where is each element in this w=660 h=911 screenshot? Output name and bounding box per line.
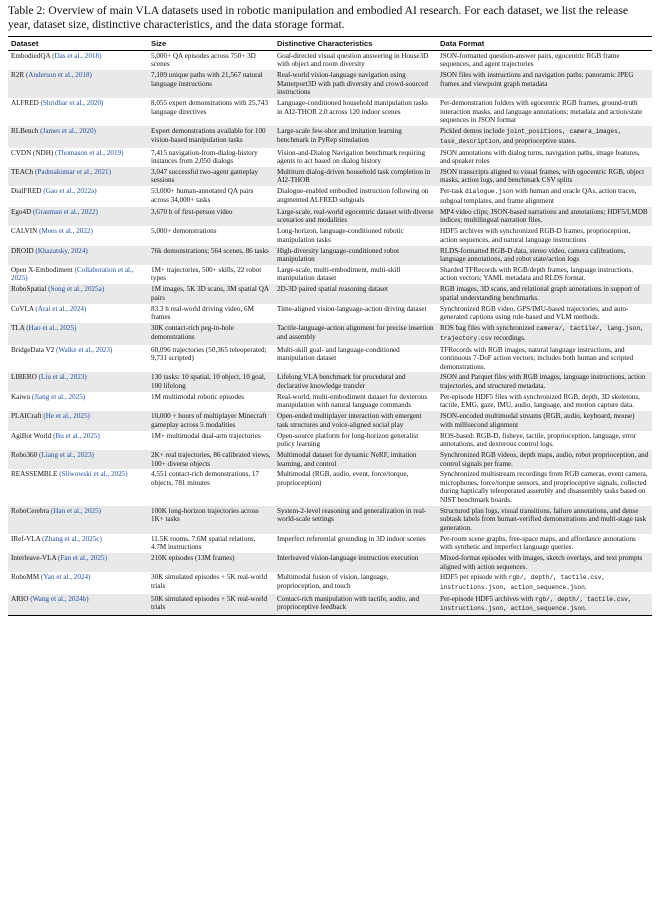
- format-cell: Synchronized RGB video, GPS/IMU-based trajectories, and auto-generated captions using rule-based and VLM methods.: [440, 304, 629, 322]
- characteristics-cell: Contact-rich manipulation with tactile, audio, and proprioceptive feedback: [274, 594, 437, 616]
- table-header: [8, 37, 652, 51]
- dataset-name: IRef-VLA: [11, 534, 41, 543]
- dataset-citation: (Sliwowski et al., 2025): [59, 470, 128, 479]
- dataset-citation: (James et al., 2020): [40, 127, 96, 136]
- table-row: [8, 431, 652, 450]
- format-cell: Per-room scene graphs, free-space maps, and affordance annotations with synthetic and imperfect language queries.: [440, 534, 636, 552]
- size-cell: 5,000+ QA episodes across 750+ 3D scenes: [151, 52, 256, 69]
- format-code: camera/, tactile/, lang.json, trajectory.csv: [440, 325, 644, 342]
- format-cell: Synchronized RGB videos, depth maps, audio, robot proprioception, and control signals per frame.: [437, 450, 652, 469]
- dataset-citation: (Liang et al., 2023): [38, 451, 94, 460]
- characteristics-cell: Multimodal fusion of vision, language, proprioception, and touch: [277, 573, 389, 590]
- dataset-citation: (Zhang et al., 2025c): [42, 534, 102, 543]
- dataset-cell: [8, 226, 148, 245]
- dataset-cell: [8, 51, 148, 71]
- dataset-cell: [8, 207, 148, 226]
- format-cell: JSON-formatted question-answer pairs, egocentric RGB frame sequences, and agent trajectories: [440, 52, 620, 69]
- size-cell: 60,096 trajectories (50,365 teleoperated; 9,731 scripted): [151, 345, 267, 363]
- dataset-name: BridgeData V2: [11, 345, 55, 354]
- format-code: rgb/, depth/, tactile.csv, instructions.json, action_sequence.json: [440, 595, 632, 613]
- dataset-cell: [8, 392, 148, 411]
- dataset-citation: (Song et al., 2025a): [48, 285, 105, 294]
- size-cell: 1M multimodal robotic episodes: [151, 392, 245, 401]
- format-text: .: [584, 582, 587, 591]
- table-row: [8, 594, 652, 616]
- dataset-name: TEACh: [11, 167, 34, 176]
- dataset-citation: (Grauman et al., 2022): [33, 207, 98, 216]
- format-cell: JSON transcripts aligned to visual frames, with egocentric RGB, object masks, action logs, and benchmark CSV splits: [437, 167, 652, 186]
- dataset-cell: [8, 594, 148, 616]
- dataset-name: ARIO: [11, 594, 29, 603]
- header-characteristics: Distinctive Characteristics: [274, 37, 437, 51]
- dataset-citation: (Yan et al., 2024): [40, 573, 91, 582]
- format-cell: MP4 video clips; JSON-based narrations and annotations; HDF5/LMDB indices; multilingual narration files.: [437, 207, 652, 226]
- characteristics-cell: Time-aligned vision-language-action driving dataset: [277, 304, 427, 313]
- dataset-cell: [8, 469, 148, 505]
- format-text: recordings.: [491, 333, 526, 342]
- characteristics-cell: Large-scale few-shot and imitation learning benchmark in PyRep simulation: [274, 126, 437, 147]
- table-row: [8, 51, 652, 71]
- table-row: [8, 167, 652, 186]
- characteristics-cell: Long-horizon, language-conditioned robotic manipulation tasks: [277, 227, 404, 244]
- format-cell: [437, 186, 652, 206]
- dataset-citation: (Jiang et al., 2025): [31, 392, 86, 401]
- table-row: [8, 284, 652, 303]
- size-cell: 53,000+ human-annotated QA pairs across 34,000+ tasks: [151, 187, 254, 204]
- dataset-cell: [8, 345, 148, 373]
- format-cell: Mixed-format episodes with images, sketch overlays, and text prompts aligned with action sequences.: [437, 553, 652, 572]
- table-row: [8, 226, 652, 245]
- characteristics-cell: Language-conditioned household manipulation tasks in AI2-THOR 2.0 across 120 indoor scenes: [277, 99, 428, 116]
- size-cell: 1M+ multimodal dual-arm trajectories: [151, 431, 261, 440]
- table-row: [8, 70, 652, 98]
- dataset-citation: (Bu et al., 2025): [53, 431, 100, 440]
- dataset-citation: (Anderson et al., 2018): [25, 71, 92, 80]
- format-cell: JSON-encoded multimodal streams (RGB, audio, keyboard, mouse) with millisecond alignment: [437, 411, 652, 430]
- size-cell: 1M images, 5K 3D scans, 3M spatial QA pairs: [148, 284, 274, 303]
- dataset-name: DialFRED: [11, 187, 42, 196]
- format-cell: Per-demonstration folders with egocentric RGB frames, ground-truth interaction masks, and language annotations; metadata and action/state sequences in JSON format: [440, 99, 643, 125]
- format-cell: RGB images, 3D scans, and relational graph annotations in support of spatial understanding benchmarks.: [437, 284, 652, 303]
- size-cell: 8,055 expert demonstrations with 25,743 language directives: [151, 99, 269, 116]
- format-text: ROS bag files with synchronized: [440, 324, 537, 333]
- header-format: Data Format: [437, 37, 652, 51]
- size-cell: 30K contact-rich peg-in-hole demonstrations: [148, 323, 274, 344]
- size-cell: 4,551 contact-rich demonstrations, 17 objects, 781 minutes: [151, 470, 260, 487]
- dataset-citation: (Liu et al., 2023): [38, 373, 87, 382]
- table-row: [8, 246, 652, 265]
- characteristics-cell: High-diversity language-conditioned robot manipulation: [274, 246, 437, 265]
- characteristics-cell: Lifelong VLA benchmark for procedural and declarative knowledge transfer: [274, 372, 437, 391]
- size-cell: 7,415 navigation-from-dialog-history instances from 2,050 dialogs: [151, 148, 258, 165]
- dataset-citation: (Fan et al., 2025): [58, 554, 107, 563]
- dataset-name: RoboMM: [11, 573, 40, 582]
- dataset-cell: [8, 246, 148, 265]
- dataset-citation: (Wang et al., 2024b): [30, 594, 89, 603]
- dataset-name: RoboSpatial: [11, 285, 47, 294]
- dataset-name: RLBench: [11, 127, 39, 136]
- format-text: Pickled demos include: [440, 127, 507, 136]
- table-row: [8, 572, 652, 593]
- table-row: [8, 304, 652, 323]
- dataset-cell: [8, 411, 148, 430]
- table-row: [8, 534, 652, 553]
- dataset-citation: (Das et al., 2018): [52, 52, 102, 60]
- format-cell: [437, 594, 652, 616]
- table-row: [8, 372, 652, 391]
- characteristics-cell: Real-world, multi-embodiment dataset for dexterous manipulation with natural language commands: [277, 392, 428, 410]
- dataset-cell: [8, 431, 148, 450]
- dataset-cell: [8, 148, 148, 167]
- dataset-name: CoVLA: [11, 304, 34, 313]
- dataset-name: PLAICraft: [11, 412, 42, 421]
- size-cell: 130 tasks: 10 spatial, 10 object, 10 goal, 100 lifelong: [148, 372, 274, 391]
- format-cell: RLDS-formatted RGB-D data, stereo video, camera calibrations, language annotations, and robot state/action logs: [437, 246, 652, 265]
- dataset-citation: (Collaboration et al., 2025): [11, 265, 134, 283]
- format-cell: JSON files with instructions and navigation paths; panoramic JPEG frames and viewpoint graph metadata: [437, 70, 652, 98]
- dataset-cell: [8, 186, 148, 206]
- size-cell: 76k demonstrations; 564 scenes, 86 tasks: [148, 246, 274, 265]
- table-row: [8, 392, 652, 411]
- size-cell: 100K long-horizon trajectories across 1K+ tasks: [148, 506, 274, 534]
- dataset-name: DROID: [11, 246, 34, 255]
- table-body: [8, 51, 652, 616]
- table-row: [8, 98, 652, 126]
- dataset-name: REASSEMBLE: [11, 470, 58, 479]
- size-cell: 5,000+ demonstrations: [151, 227, 217, 236]
- dataset-cell: [8, 126, 148, 147]
- characteristics-cell: Large-scale, real-world egocentric dataset with diverse scenarios and modalities: [274, 207, 437, 226]
- size-cell: 210K episodes (13M frames): [148, 553, 274, 572]
- characteristics-cell: Tactile-language-action alignment for precise insertion and assembly: [274, 323, 437, 344]
- table-row: [8, 553, 652, 572]
- characteristics-cell: Interleaved vision-language instruction execution: [274, 553, 437, 572]
- dataset-cell: [8, 372, 148, 391]
- dataset-citation: (Arai et al., 2024): [35, 304, 87, 313]
- dataset-name: CALVIN: [11, 227, 38, 236]
- characteristics-cell: Real-world vision-language navigation using Matterport3D with path diversity and crowd-sourced instructions: [274, 70, 437, 98]
- format-cell: [437, 572, 652, 593]
- header-size: Size: [148, 37, 274, 51]
- size-cell: Expert demonstrations available for 100 vision-based manipulation tasks: [148, 126, 274, 147]
- dataset-cell: [8, 167, 148, 186]
- dataset-cell: [8, 265, 148, 284]
- dataset-cell: [8, 304, 148, 323]
- characteristics-cell: Dialogue-enabled embodied instruction following on augmented ALFRED subgoals: [277, 187, 429, 204]
- characteristics-cell: Imperfect referential grounding in 3D indoor scenes: [277, 534, 426, 543]
- dataset-cell: [8, 572, 148, 593]
- dataset-name: EmbodiedQA: [11, 52, 51, 60]
- size-cell: 1M+ trajectories, 500+ skills, 22 robot types: [151, 265, 262, 283]
- dataset-cell: [8, 70, 148, 98]
- dataset-citation: (He et al., 2025): [43, 412, 90, 421]
- table-row: [8, 265, 652, 284]
- vla-datasets-table: [8, 36, 652, 616]
- characteristics-cell: Open-ended multiplayer interaction with emergent task structures and voice-aligned social play: [274, 411, 437, 430]
- dataset-name: Robo360: [11, 451, 38, 460]
- table-caption: Table 2: Overview of main VLA datasets used in robotic manipulation and embodied AI research. For each dataset, we list the release year, dataset size, distinctive characteristics, and the data storage format.: [8, 4, 629, 31]
- dataset-name: Ego4D: [11, 207, 32, 216]
- table-row: [8, 148, 652, 167]
- dataset-name: LIBERO: [11, 373, 37, 382]
- dataset-name: Kaiwu: [11, 392, 31, 401]
- format-text: .: [584, 604, 587, 613]
- dataset-cell: [8, 534, 148, 553]
- format-code: rgb/, depth/, tactile.csv, instructions.json, action_sequence.json: [440, 574, 606, 591]
- dataset-citation: (Gao et al., 2022a): [43, 187, 97, 196]
- dataset-citation: (Padmakumar et al., 2021): [35, 167, 111, 176]
- characteristics-cell: Multimodal dataset for dynamic NeRF, imitation learning, and control: [274, 450, 437, 469]
- dataset-cell: [8, 506, 148, 534]
- dataset-cell: [8, 553, 148, 572]
- size-cell: 3,670 h of first-person video: [148, 207, 274, 226]
- dataset-citation: (Khazatsky, 2024): [35, 246, 88, 255]
- format-code: dialogue.json: [465, 188, 514, 196]
- characteristics-cell: Large-scale, multi-embodiment, multi-skill manipulation dataset: [277, 265, 401, 283]
- format-cell: HDF5 archives with synchronized RGB-D frames, proprioception, action sequences, and natural language instructions: [440, 227, 631, 244]
- size-cell: 10,000 + hours of multiplayer Minecraft gameplay across 5 modalities: [148, 411, 274, 430]
- format-cell: Sharded TFRecords with RGB/depth frames, language instructions, action vectors; YAML metadata and RLDS format.: [440, 265, 634, 283]
- dataset-cell: [8, 284, 148, 303]
- size-cell: 83.3 h real-world driving video, 6M frames: [151, 304, 254, 322]
- format-cell: JSON and Parquet files with RGB images, language instructions, action trajectories, and structured metadata.: [437, 372, 652, 391]
- dataset-name: CVDN (NDH): [11, 148, 54, 157]
- header-dataset: Dataset: [8, 37, 148, 51]
- format-cell: Synchronized multistream recordings from RGB cameras, event camera, microphones, force/torque sensors, and proprioceptive signals, collected during haptically teleoperated assembly and disassembly tasks based on NIST benchmark boards.: [440, 470, 648, 504]
- dataset-name: RoboCerebra: [11, 506, 50, 515]
- table-row: [8, 411, 652, 430]
- format-cell: [437, 323, 652, 344]
- size-cell: 11.5K rooms, 7.6M spatial relations, 4.7M instructions: [151, 534, 256, 552]
- format-cell: TFRecords with RGB images, natural language instructions, and continuous 7-DoF action vectors; includes both human and scripted demonstrations.: [440, 345, 634, 371]
- dataset-cell: [8, 323, 148, 344]
- format-cell: [437, 126, 652, 147]
- format-text: Per-task: [440, 187, 466, 196]
- characteristics-cell: Open-source platform for long-horizon generalist policy learning: [277, 431, 419, 449]
- characteristics-cell: Goal-directed visual question answering in House3D with object and room diversity: [277, 52, 429, 69]
- characteristics-cell: 2D-3D paired spatial reasoning dataset: [274, 284, 437, 303]
- dataset-citation: (Shridhar et al., 2020): [40, 99, 104, 108]
- size-cell: 30K simulated episodes + 5K real-world trials: [151, 573, 268, 590]
- dataset-name: AgiBot World: [11, 431, 52, 440]
- size-cell: 7,189 unique paths with 21,567 natural language instructions: [148, 70, 274, 98]
- format-cell: ROS-based: RGB-D, fisheye, tactile, proprioception, language, error annotations, and dexterous control logs.: [440, 431, 637, 449]
- format-text: HDF5 per episode with: [440, 573, 509, 582]
- dataset-name: Open X-Embodiment: [11, 265, 73, 274]
- characteristics-cell: Multiturn dialog-driven household task completion in AI2-THOR: [274, 167, 437, 186]
- table-row: [8, 186, 652, 206]
- characteristics-cell: Multi-skill goal- and language-conditioned manipulation dataset: [277, 345, 400, 363]
- characteristics-cell: Multimodal (RGB, audio, event, force/torque, proprioception): [277, 470, 409, 487]
- format-text: with human and oracle QAs, action traces, subgoal templates, and frame alignment: [440, 187, 637, 205]
- characteristics-cell: System-2-level reasoning and generalization in real-world-scale settings: [274, 506, 437, 534]
- table-row: [8, 126, 652, 147]
- dataset-name: TLA: [11, 324, 25, 333]
- format-text: , and proprioceptive states.: [499, 136, 577, 145]
- format-cell: JSON annotations with dialog turns, navigation paths, image features, and speaker roles: [440, 148, 640, 165]
- table-row: [8, 207, 652, 226]
- dataset-citation: (Thomason et al., 2019): [55, 148, 124, 157]
- dataset-cell: [8, 450, 148, 469]
- dataset-citation: (Walke et al., 2023): [56, 345, 113, 354]
- characteristics-cell: Vision-and-Dialog Navigation benchmark requiring agents to act based on dialog history: [277, 148, 426, 165]
- table-row: [8, 345, 652, 373]
- dataset-citation: (Han et al., 2025): [50, 506, 102, 515]
- dataset-cell: [8, 98, 148, 126]
- dataset-name: ALFRED: [11, 99, 39, 108]
- dataset-name: Interleave-VLA: [11, 554, 57, 563]
- format-cell: Per-episode HDF5 files with synchronized RGB, depth, 3D skeletons, tactile, EMG, gaze, IMU, audio, language, and motion capture data.: [440, 392, 640, 410]
- dataset-name: R2R: [11, 71, 25, 80]
- size-cell: 3,047 successful two-agent gameplay sessions: [148, 167, 274, 186]
- table-row: [8, 323, 652, 344]
- size-cell: 2K+ real trajectories, 86 calibrated views, 100+ diverse objects: [148, 450, 274, 469]
- format-cell: Structured plan logs, visual transitions, failure annotations, and dense subtask labels from human-verified demonstrations and multi-stage task generation.: [437, 506, 652, 534]
- table-row: [8, 506, 652, 534]
- format-text: Per-episode HDF5 archives with: [440, 594, 536, 603]
- dataset-citation: (Mees et al., 2022): [39, 227, 93, 236]
- table-row: [8, 469, 652, 505]
- dataset-citation: (Hao et al., 2025): [26, 324, 77, 333]
- table-row: [8, 450, 652, 469]
- format-code: joint_positions, camera_images, task_description: [440, 128, 622, 145]
- size-cell: 50K simulated episodes + 5K real-world trials: [148, 594, 274, 616]
